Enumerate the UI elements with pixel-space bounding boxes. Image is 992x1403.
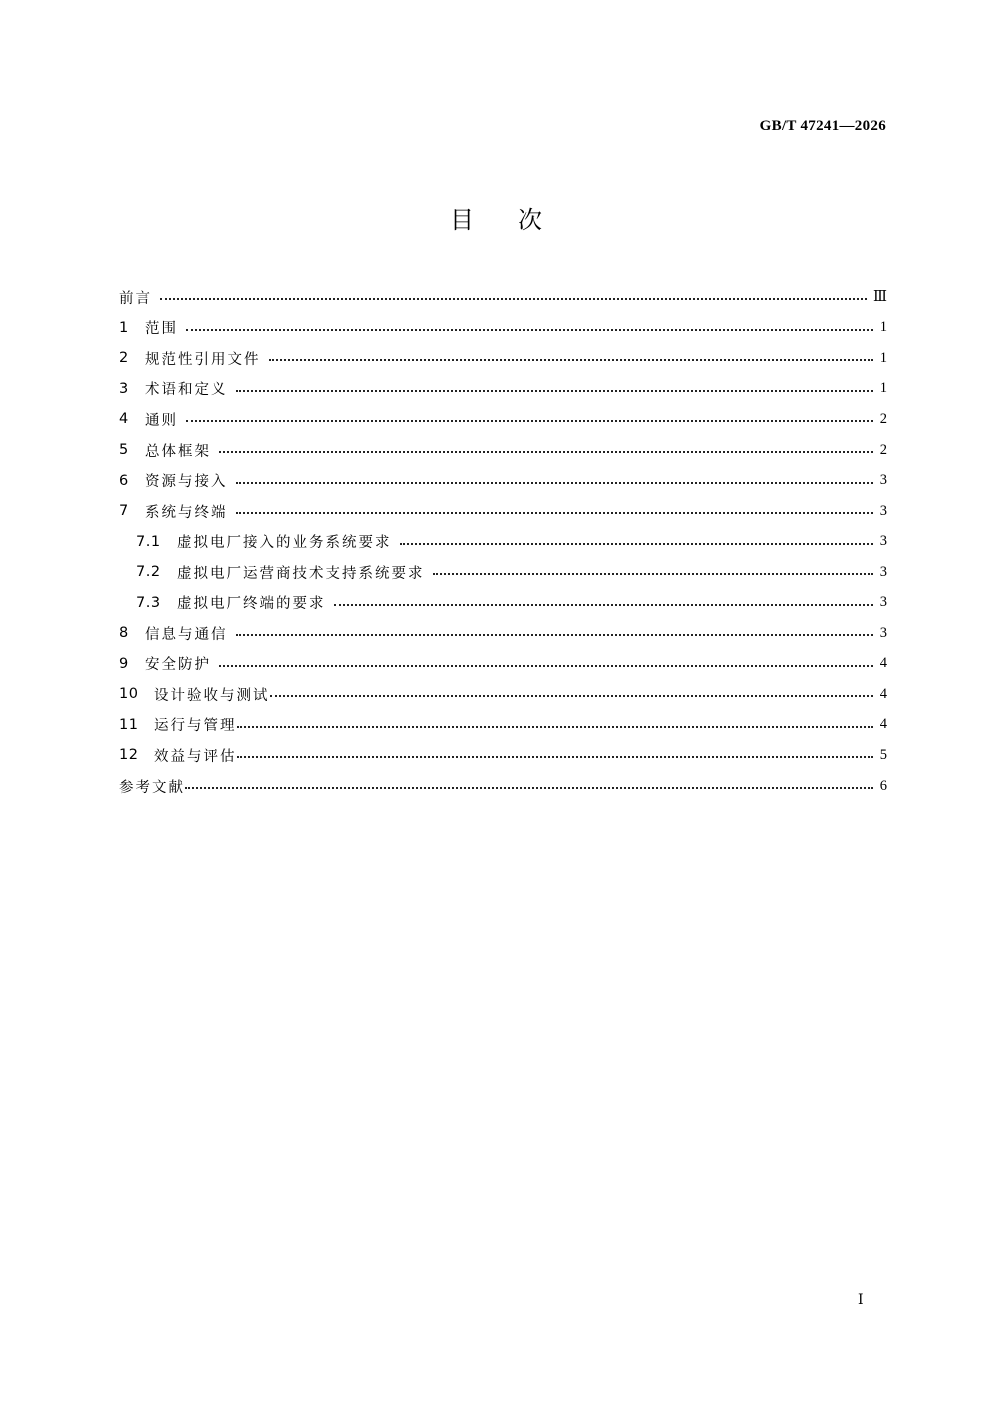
toc-entry-page: 6 — [879, 777, 887, 794]
toc-entry-number: 9 — [119, 655, 129, 672]
toc-entry-2[interactable] — [119, 343, 887, 374]
toc-entry-10[interactable] — [119, 679, 887, 710]
toc-leader-dots — [270, 695, 874, 697]
toc-entry-7[interactable] — [119, 496, 887, 527]
toc-entry-5[interactable] — [119, 435, 887, 466]
document-code: GB/T 47241—2026 — [759, 118, 886, 134]
toc-entry-7-2[interactable] — [119, 557, 887, 588]
toc-entry-page: 2 — [879, 410, 887, 427]
toc-leader-dots — [400, 543, 874, 545]
page-title: 目次 — [450, 206, 586, 234]
toc-entry-12[interactable] — [119, 740, 887, 771]
toc-entry-foreword[interactable] — [119, 282, 887, 313]
toc-leader-dots — [237, 756, 874, 758]
toc-leader-dots — [236, 512, 874, 514]
toc-entry-number: 8 — [119, 625, 129, 642]
toc-entry-page: 3 — [879, 594, 887, 611]
toc-entry-page: 1 — [879, 349, 887, 366]
toc-entry-page: 3 — [879, 533, 887, 550]
toc-entry-page: 1 — [879, 380, 887, 397]
toc-entry-number: 7.1 — [136, 533, 161, 550]
toc-leader-dots — [186, 329, 873, 331]
toc-leader-dots — [185, 787, 873, 789]
toc-leader-dots — [237, 726, 874, 728]
toc-entry-number: 1 — [119, 319, 129, 336]
toc-entry-label: 前言 — [119, 290, 152, 307]
toc-entry-label: 效益与评估 — [154, 748, 237, 765]
toc-entry-page: 3 — [879, 502, 887, 519]
toc-entry-page: 3 — [879, 563, 887, 580]
toc-entry-label: 虚拟电厂终端的要求 — [177, 596, 326, 613]
toc-entry-page: 3 — [879, 472, 887, 489]
toc-entry-page: 4 — [879, 655, 887, 672]
toc-entry-page: 4 — [879, 716, 887, 733]
toc-leader-dots — [186, 420, 873, 422]
toc-entry-page: 5 — [879, 746, 887, 763]
toc-entry-4[interactable] — [119, 404, 887, 435]
toc-entry-label: 范围 — [145, 321, 178, 338]
toc-leader-dots — [236, 482, 874, 484]
toc-entry-label: 通则 — [145, 412, 178, 429]
toc-entry-7-1[interactable] — [119, 526, 887, 557]
toc-leader-dots — [236, 390, 874, 392]
toc-leader-dots — [160, 298, 867, 300]
toc-entry-number: 2 — [119, 350, 129, 367]
toc-leader-dots — [219, 665, 873, 667]
toc-entry-label: 信息与通信 — [145, 626, 228, 643]
toc-leader-dots — [433, 573, 874, 575]
toc-entry-page: 2 — [879, 441, 887, 458]
toc-entry-number: 12 — [119, 747, 139, 764]
table-of-contents — [119, 282, 887, 801]
toc-entry-page: 4 — [879, 685, 887, 702]
toc-entry-label: 运行与管理 — [154, 718, 237, 735]
toc-entry-label: 参考文献 — [119, 779, 185, 796]
toc-entry-label: 虚拟电厂接入的业务系统要求 — [177, 535, 392, 552]
toc-entry-label: 资源与接入 — [145, 474, 228, 491]
toc-leader-dots — [334, 604, 874, 606]
toc-entry-label: 规范性引用文件 — [145, 351, 261, 368]
toc-entry-number: 11 — [119, 716, 139, 733]
toc-entry-number: 6 — [119, 472, 129, 489]
toc-entry-references[interactable] — [119, 771, 887, 802]
toc-entry-number: 7 — [119, 503, 129, 520]
toc-entry-number: 5 — [119, 442, 129, 458]
toc-entry-label: 虚拟电厂运营商技术支持系统要求 — [177, 565, 425, 582]
toc-entry-page: 1 — [879, 319, 887, 336]
toc-entry-1[interactable] — [119, 313, 887, 344]
toc-entry-11[interactable] — [119, 710, 887, 741]
toc-leader-dots — [269, 359, 874, 361]
toc-entry-page: 3 — [879, 624, 887, 641]
toc-entry-9[interactable] — [119, 649, 887, 680]
toc-entry-8[interactable] — [119, 618, 887, 649]
toc-entry-number: 10 — [119, 686, 139, 703]
toc-entry-label: 总体框架 — [145, 443, 211, 460]
toc-entry-label: 术语和定义 — [145, 382, 228, 399]
toc-entry-label: 系统与终端 — [145, 504, 228, 521]
toc-entry-7-3[interactable] — [119, 587, 887, 618]
toc-entry-label: 设计验收与测试 — [154, 687, 270, 704]
toc-entry-number: 3 — [119, 380, 129, 397]
toc-entry-number: 4 — [119, 411, 129, 428]
toc-leader-dots — [219, 451, 873, 453]
toc-entry-6[interactable] — [119, 465, 887, 496]
toc-entry-page: Ⅲ — [873, 288, 887, 305]
toc-entry-number: 7.3 — [136, 594, 161, 611]
toc-entry-number: 7.2 — [136, 564, 161, 581]
toc-entry-3[interactable] — [119, 374, 887, 405]
toc-entry-label: 安全防护 — [145, 657, 211, 674]
toc-leader-dots — [236, 634, 874, 636]
page-number: Ⅰ — [858, 1293, 864, 1308]
